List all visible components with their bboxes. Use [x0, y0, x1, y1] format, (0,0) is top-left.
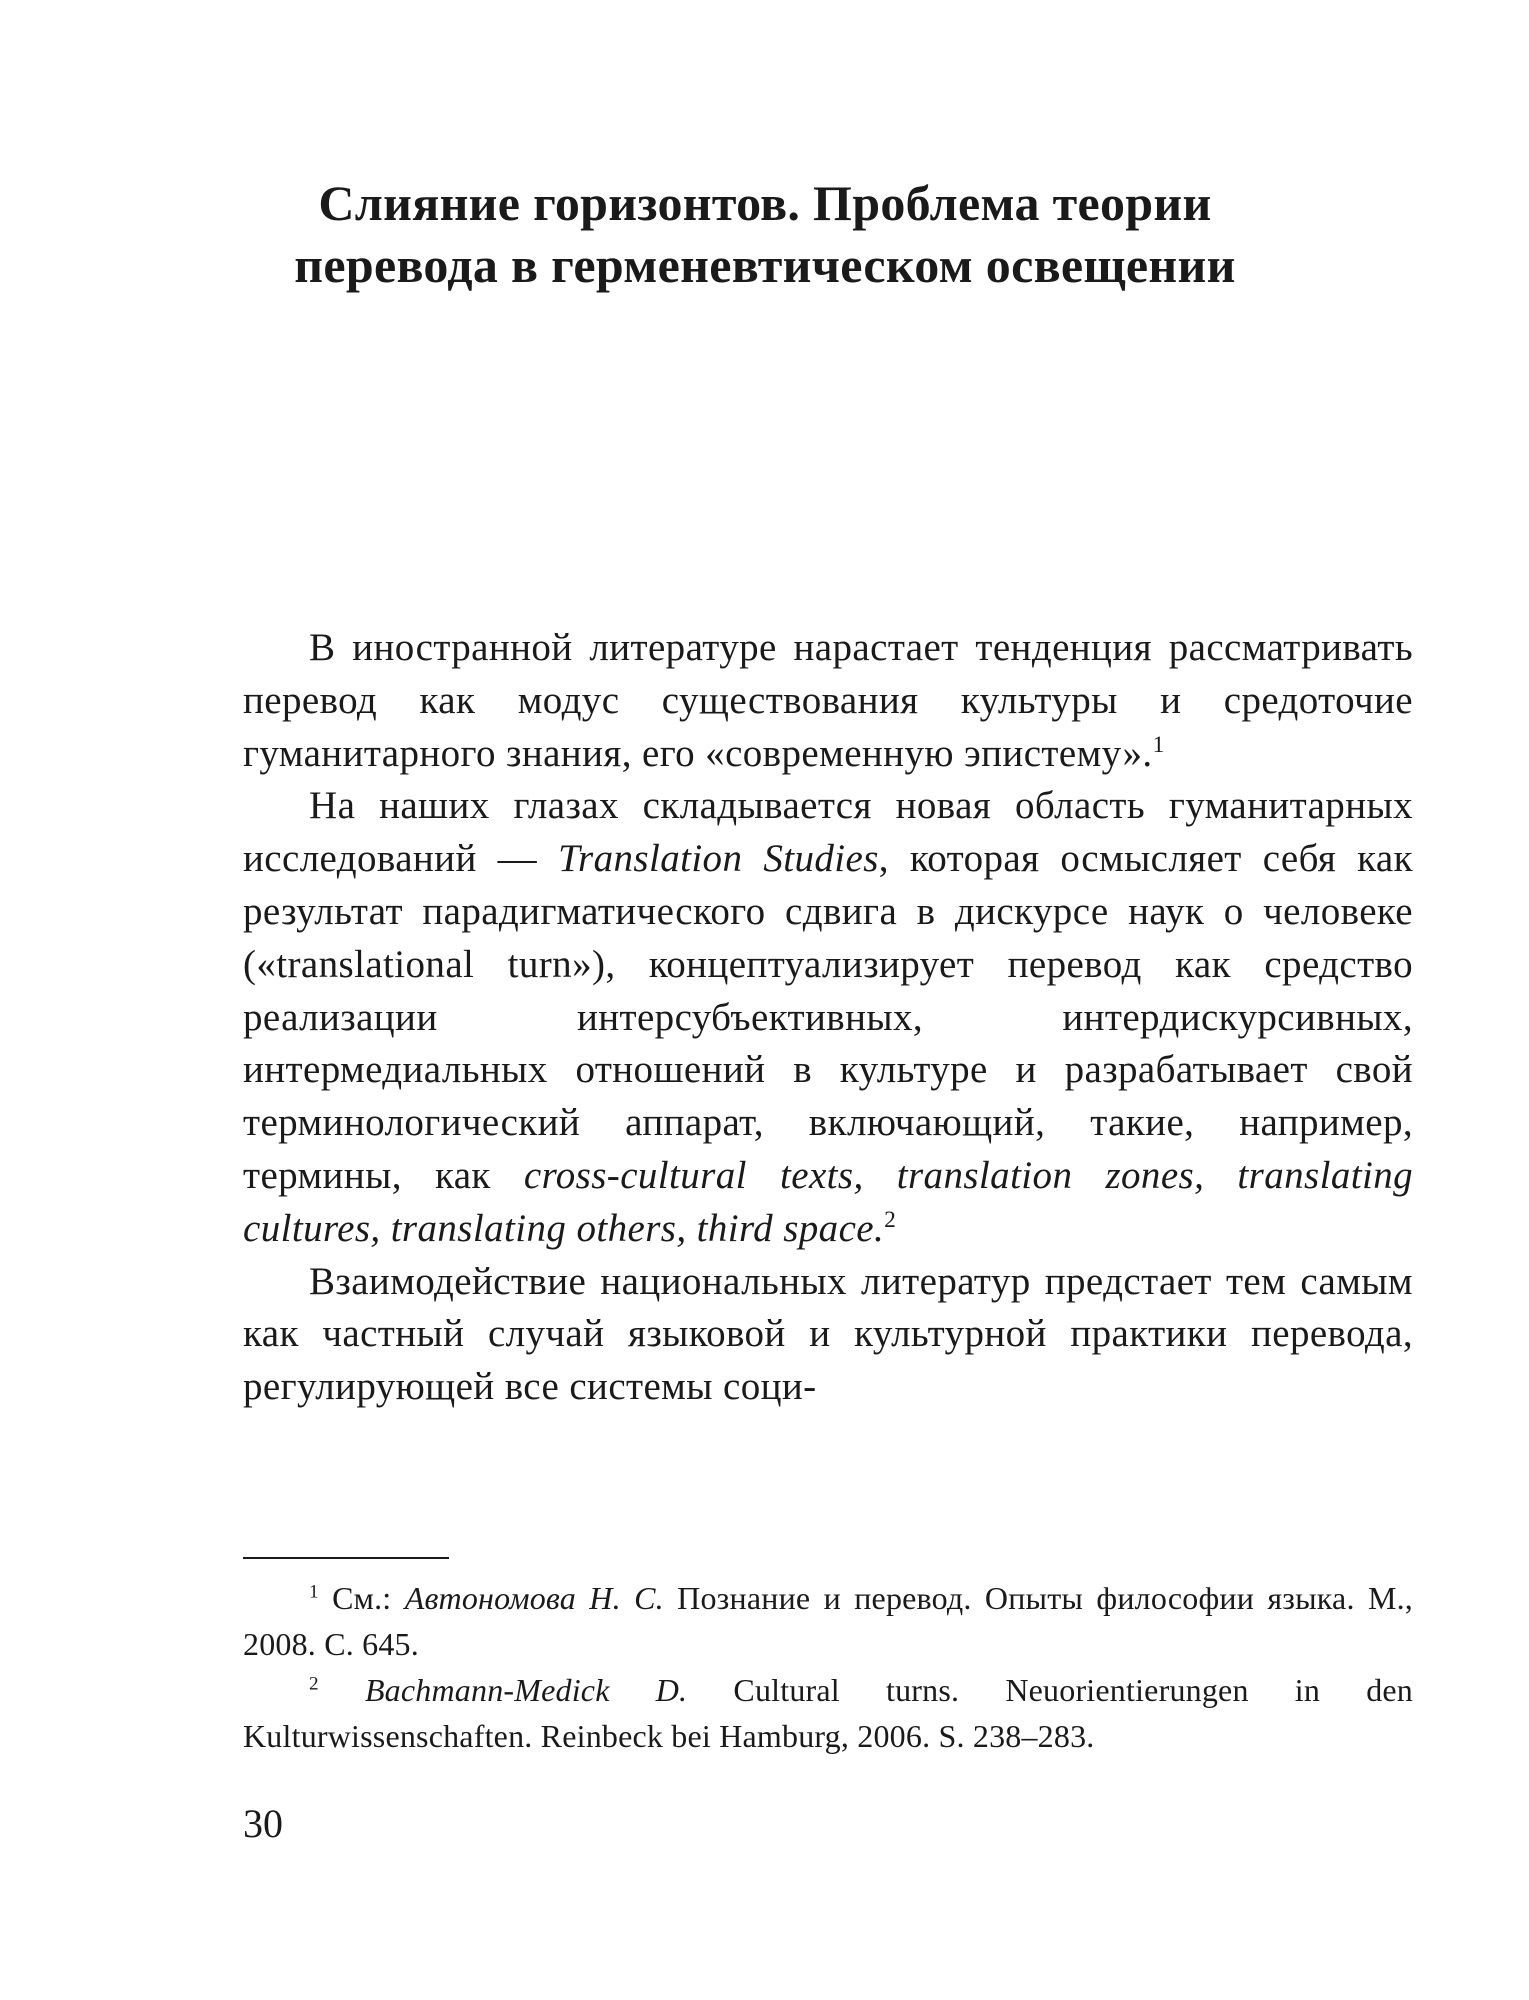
footnote-1-author: Автономова Н. С.: [404, 1580, 664, 1616]
paragraph-2-text-a: На наших глазах складывается новая область гуманитарных исследований —: [243, 784, 1413, 881]
footnote-2-mark: 2: [309, 1673, 319, 1695]
footnote-1-prefix: См.:: [332, 1580, 405, 1616]
paragraph-1-text: В иностранной литературе нарастает тенденция рассматривать перевод как модус существования культуры и средоточие гуманитарного знания, его «современную эпистему».: [243, 626, 1413, 775]
chapter-title-line-1: Слияние горизонтов. Проблема теории: [318, 175, 1212, 231]
translation-studies-term: Translation Studies: [558, 837, 879, 881]
paragraph-3-text: Взаимодействие национальных литератур предстает тем самым как частный случай языковой и культурной практики перевода, регулирующей все системы соци-: [243, 1259, 1413, 1409]
terms-list: cross-cultural texts, translation zones, translating cultures, translating others, third space.: [243, 1153, 1413, 1250]
footnote-2-author: Bachmann-Medick D.: [364, 1672, 688, 1708]
paragraph-1: [243, 622, 1413, 780]
footnote-separator: [243, 1557, 449, 1559]
footnote-1-mark: 1: [309, 1581, 319, 1603]
chapter-title-line-2: перевода в герменевтическом освещении: [294, 237, 1236, 293]
footnote-1: [243, 1575, 1413, 1667]
chapter-title: [240, 172, 1290, 296]
footnote-1-text: Познание и перевод. Опыты философии языка. М., 2008. С. 645.: [243, 1580, 1414, 1662]
paragraph-2-text-b: , которая осмысляет себя как результат парадигматического сдвига в дискурсе наук о человеке («translational turn»), концептуализирует перевод как средство реализации интерсубъективных, интердискурсивных, интермедиальных отношений в культуре и разрабатывает свой терминологический аппарат, включающий, такие, например, термины, как: [243, 837, 1413, 1197]
paragraph-2: [243, 780, 1413, 1255]
footnote-ref-2: 2: [884, 1206, 897, 1233]
footnote-ref-1: 1: [1152, 731, 1165, 758]
body-text: [243, 622, 1413, 1414]
page-number: 30: [243, 1801, 283, 1846]
footnote-2: [243, 1667, 1413, 1759]
footnotes: [243, 1575, 1413, 1759]
paragraph-3: [243, 1256, 1413, 1414]
footnote-2-text: Cultural turns. Neuorientierungen in den Kulturwissenschaften. Reinbeck bei Hamburg, 2006. S. 238–283.: [243, 1672, 1414, 1754]
